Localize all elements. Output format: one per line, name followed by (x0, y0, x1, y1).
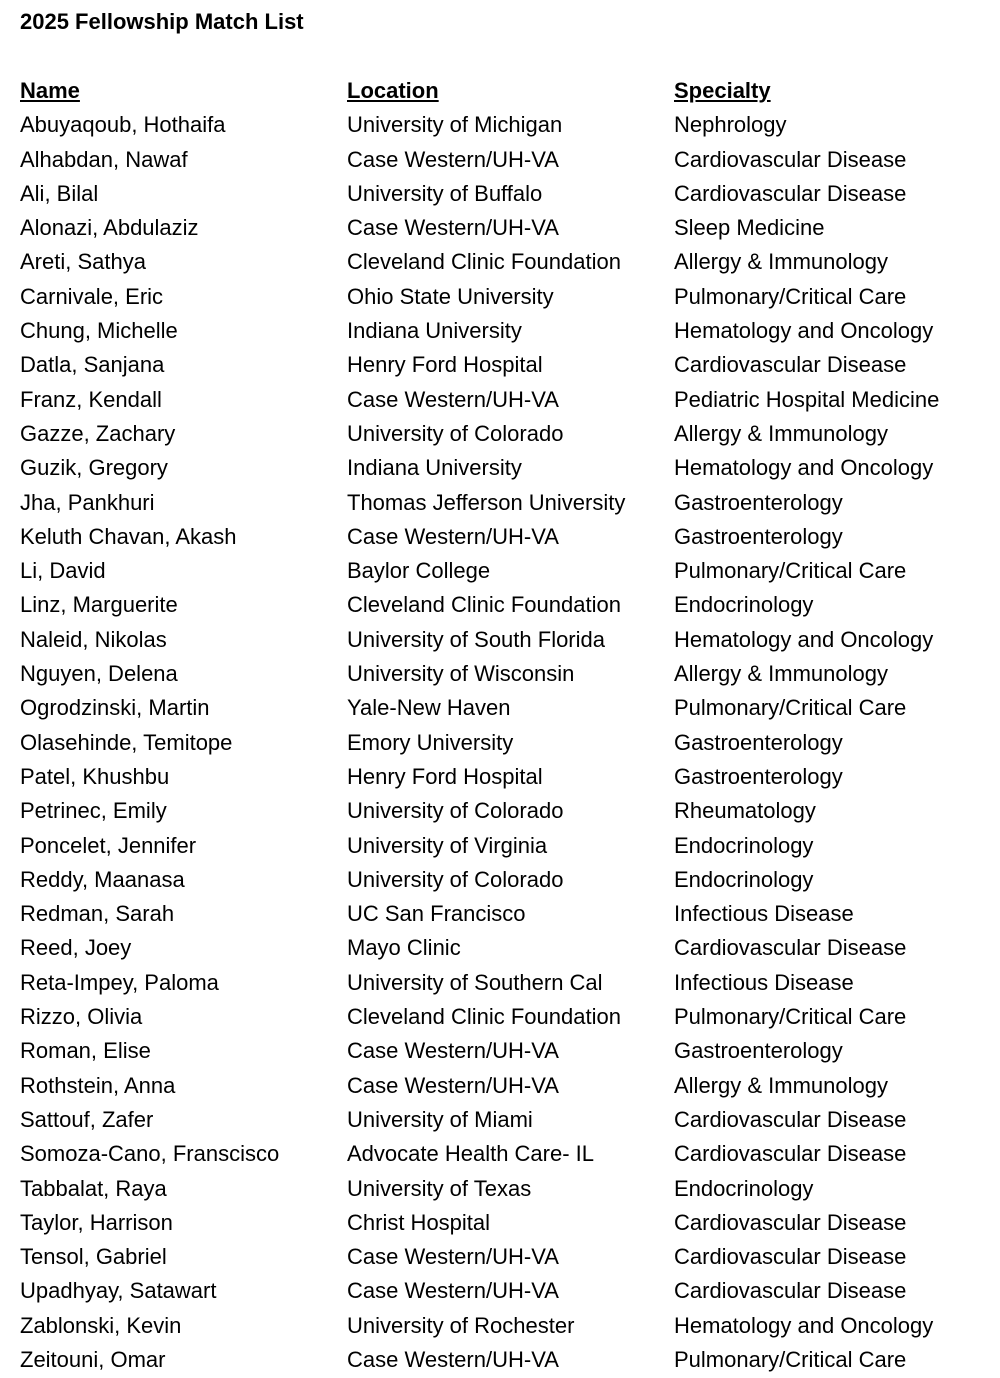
cell-location: Cleveland Clinic Foundation (347, 1004, 621, 1030)
cell-name: Reta-Impey, Paloma (20, 969, 219, 995)
column-header-name: Name (20, 78, 80, 103)
cell-location: Case Western/UH-VA (347, 1072, 559, 1098)
cell-location: Henry Ford Hospital (347, 352, 543, 378)
cell-specialty: Cardiovascular Disease (674, 146, 907, 172)
cell-name: Roman, Elise (20, 1038, 151, 1064)
cell-name: Li, David (20, 558, 106, 584)
table-row (20, 245, 980, 279)
match-table (20, 74, 980, 1377)
table-row (20, 829, 980, 863)
cell-specialty: Gastroenterology (674, 489, 843, 515)
cell-location: University of Colorado (347, 420, 564, 446)
table-row (20, 143, 980, 177)
cell-location: University of Texas (347, 1175, 532, 1201)
table-row (20, 1309, 980, 1343)
cell-name: Reed, Joey (20, 935, 132, 961)
cell-location: Advocate Health Care- IL (347, 1141, 595, 1167)
cell-name: Ogrodzinski, Martin (20, 695, 210, 721)
cell-name: Somoza-Cano, Franscisco (20, 1141, 280, 1167)
cell-specialty: Gastroenterology (674, 523, 843, 549)
cell-location: Case Western/UH-VA (347, 215, 559, 241)
cell-name: Reddy, Maanasa (20, 866, 185, 892)
table-row (20, 657, 980, 691)
cell-specialty: Hematology and Oncology (674, 1312, 934, 1338)
table-header (20, 74, 980, 108)
cell-name: Sattouf, Zafer (20, 1106, 154, 1132)
cell-specialty: Cardiovascular Disease (674, 1141, 907, 1167)
cell-location: University of Buffalo (347, 180, 543, 206)
table-row (20, 1172, 980, 1206)
table-row (20, 520, 980, 554)
cell-specialty: Endocrinology (674, 1175, 814, 1201)
cell-specialty: Cardiovascular Disease (674, 935, 907, 961)
cell-specialty: Pulmonary/Critical Care (674, 283, 907, 309)
cell-name: Guzik, Gregory (20, 455, 168, 481)
cell-location: University of Wisconsin (347, 661, 575, 687)
cell-specialty: Allergy & Immunology (674, 661, 888, 687)
cell-name: Alhabdan, Nawaf (20, 146, 188, 172)
table-row (20, 383, 980, 417)
cell-location: Cleveland Clinic Foundation (347, 592, 621, 618)
table-row (20, 314, 980, 348)
cell-name: Redman, Sarah (20, 901, 175, 927)
table-row (20, 897, 980, 931)
table-row (20, 623, 980, 657)
cell-specialty: Hematology and Oncology (674, 318, 934, 344)
cell-location: Baylor College (347, 558, 491, 584)
cell-name: Abuyaqoub, Hothaifa (20, 112, 226, 138)
cell-name: Ali, Bilal (20, 180, 99, 206)
cell-specialty: Hematology and Oncology (674, 455, 934, 481)
cell-specialty: Cardiovascular Disease (674, 1209, 907, 1235)
cell-location: Case Western/UH-VA (347, 523, 559, 549)
table-row (20, 760, 980, 794)
cell-specialty: Infectious Disease (674, 969, 854, 995)
cell-name: Zablonski, Kevin (20, 1312, 182, 1338)
cell-specialty: Gastroenterology (674, 729, 843, 755)
cell-location: University of Virginia (347, 832, 548, 858)
cell-name: Franz, Kendall (20, 386, 162, 412)
cell-specialty: Endocrinology (674, 592, 814, 618)
table-row (20, 863, 980, 897)
cell-location: Case Western/UH-VA (347, 146, 559, 172)
table-row (20, 588, 980, 622)
cell-name: Poncelet, Jennifer (20, 832, 197, 858)
cell-specialty: Cardiovascular Disease (674, 180, 907, 206)
cell-specialty: Allergy & Immunology (674, 1072, 888, 1098)
cell-name: Gazze, Zachary (20, 420, 176, 446)
cell-specialty: Pulmonary/Critical Care (674, 695, 907, 721)
cell-name: Linz, Marguerite (20, 592, 178, 618)
cell-specialty: Pediatric Hospital Medicine (674, 386, 940, 412)
table-row (20, 108, 980, 142)
cell-name: Datla, Sanjana (20, 352, 165, 378)
cell-location: Ohio State University (347, 283, 554, 309)
cell-name: Tensol, Gabriel (20, 1244, 167, 1270)
cell-location: UC San Francisco (347, 901, 526, 927)
cell-name: Zeitouni, Omar (20, 1346, 166, 1372)
cell-name: Jha, Pankhuri (20, 489, 155, 515)
cell-specialty: Infectious Disease (674, 901, 854, 927)
cell-specialty: Pulmonary/Critical Care (674, 1346, 907, 1372)
cell-name: Chung, Michelle (20, 318, 178, 344)
cell-location: Emory University (347, 729, 514, 755)
table-row (20, 417, 980, 451)
table-row (20, 1274, 980, 1308)
cell-name: Nguyen, Delena (20, 661, 178, 687)
cell-specialty: Cardiovascular Disease (674, 1106, 907, 1132)
cell-specialty: Pulmonary/Critical Care (674, 558, 907, 584)
cell-location: Case Western/UH-VA (347, 386, 559, 412)
cell-specialty: Rheumatology (674, 798, 816, 824)
table-row (20, 1206, 980, 1240)
cell-location: University of Michigan (347, 112, 563, 138)
table-row (20, 1034, 980, 1068)
cell-location: University of Colorado (347, 798, 564, 824)
table-row (20, 726, 980, 760)
table-row (20, 486, 980, 520)
cell-name: Upadhyay, Satawart (20, 1278, 217, 1304)
cell-location: Case Western/UH-VA (347, 1244, 559, 1270)
column-header-specialty: Specialty (674, 78, 771, 103)
table-row (20, 211, 980, 245)
cell-location: Case Western/UH-VA (347, 1038, 559, 1064)
cell-specialty: Gastroenterology (674, 1038, 843, 1064)
table-row (20, 177, 980, 211)
cell-location: Case Western/UH-VA (347, 1278, 559, 1304)
table-row (20, 794, 980, 828)
table-row (20, 554, 980, 588)
cell-specialty: Allergy & Immunology (674, 249, 888, 275)
cell-name: Patel, Khushbu (20, 763, 170, 789)
table-row (20, 1069, 980, 1103)
cell-specialty: Cardiovascular Disease (674, 352, 907, 378)
table-row (20, 1000, 980, 1034)
cell-specialty: Nephrology (674, 112, 787, 138)
cell-location: University of Miami (347, 1106, 533, 1132)
cell-name: Olasehinde, Temitope (20, 729, 233, 755)
cell-specialty: Hematology and Oncology (674, 626, 934, 652)
cell-specialty: Gastroenterology (674, 763, 843, 789)
cell-name: Naleid, Nikolas (20, 626, 167, 652)
cell-name: Carnivale, Eric (20, 283, 164, 309)
cell-location: Indiana University (347, 318, 522, 344)
cell-location: University of South Florida (347, 626, 605, 652)
cell-name: Areti, Sathya (20, 249, 146, 275)
table-row (20, 280, 980, 314)
cell-specialty: Sleep Medicine (674, 215, 825, 241)
table-row (20, 1103, 980, 1137)
cell-location: University of Southern Cal (347, 969, 603, 995)
cell-specialty: Cardiovascular Disease (674, 1244, 907, 1270)
table-row (20, 348, 980, 382)
cell-location: University of Rochester (347, 1312, 575, 1338)
cell-specialty: Endocrinology (674, 832, 814, 858)
cell-specialty: Allergy & Immunology (674, 420, 888, 446)
cell-name: Taylor, Harrison (20, 1209, 173, 1235)
cell-specialty: Cardiovascular Disease (674, 1278, 907, 1304)
cell-specialty: Pulmonary/Critical Care (674, 1004, 907, 1030)
cell-location: Henry Ford Hospital (347, 763, 543, 789)
cell-name: Tabbalat, Raya (20, 1175, 167, 1201)
cell-location: Indiana University (347, 455, 522, 481)
cell-name: Rizzo, Olivia (20, 1004, 143, 1030)
table-row (20, 1137, 980, 1171)
cell-name: Rothstein, Anna (20, 1072, 176, 1098)
cell-name: Alonazi, Abdulaziz (20, 215, 199, 241)
cell-name: Keluth Chavan, Akash (20, 523, 237, 549)
table-row (20, 691, 980, 725)
cell-specialty: Endocrinology (674, 866, 814, 892)
table-row (20, 931, 980, 965)
cell-name: Petrinec, Emily (20, 798, 167, 824)
cell-location: Cleveland Clinic Foundation (347, 249, 621, 275)
table-row (20, 966, 980, 1000)
table-row (20, 451, 980, 485)
column-header-location: Location (347, 78, 439, 103)
cell-location: Thomas Jefferson University (347, 489, 626, 515)
cell-location: Christ Hospital (347, 1209, 491, 1235)
cell-location: Case Western/UH-VA (347, 1346, 559, 1372)
cell-location: University of Colorado (347, 866, 564, 892)
table-row (20, 1240, 980, 1274)
cell-location: Mayo Clinic (347, 935, 461, 961)
cell-location: Yale-New Haven (347, 695, 511, 721)
table-row (20, 1343, 980, 1377)
page-title: 2025 Fellowship Match List (20, 9, 304, 34)
